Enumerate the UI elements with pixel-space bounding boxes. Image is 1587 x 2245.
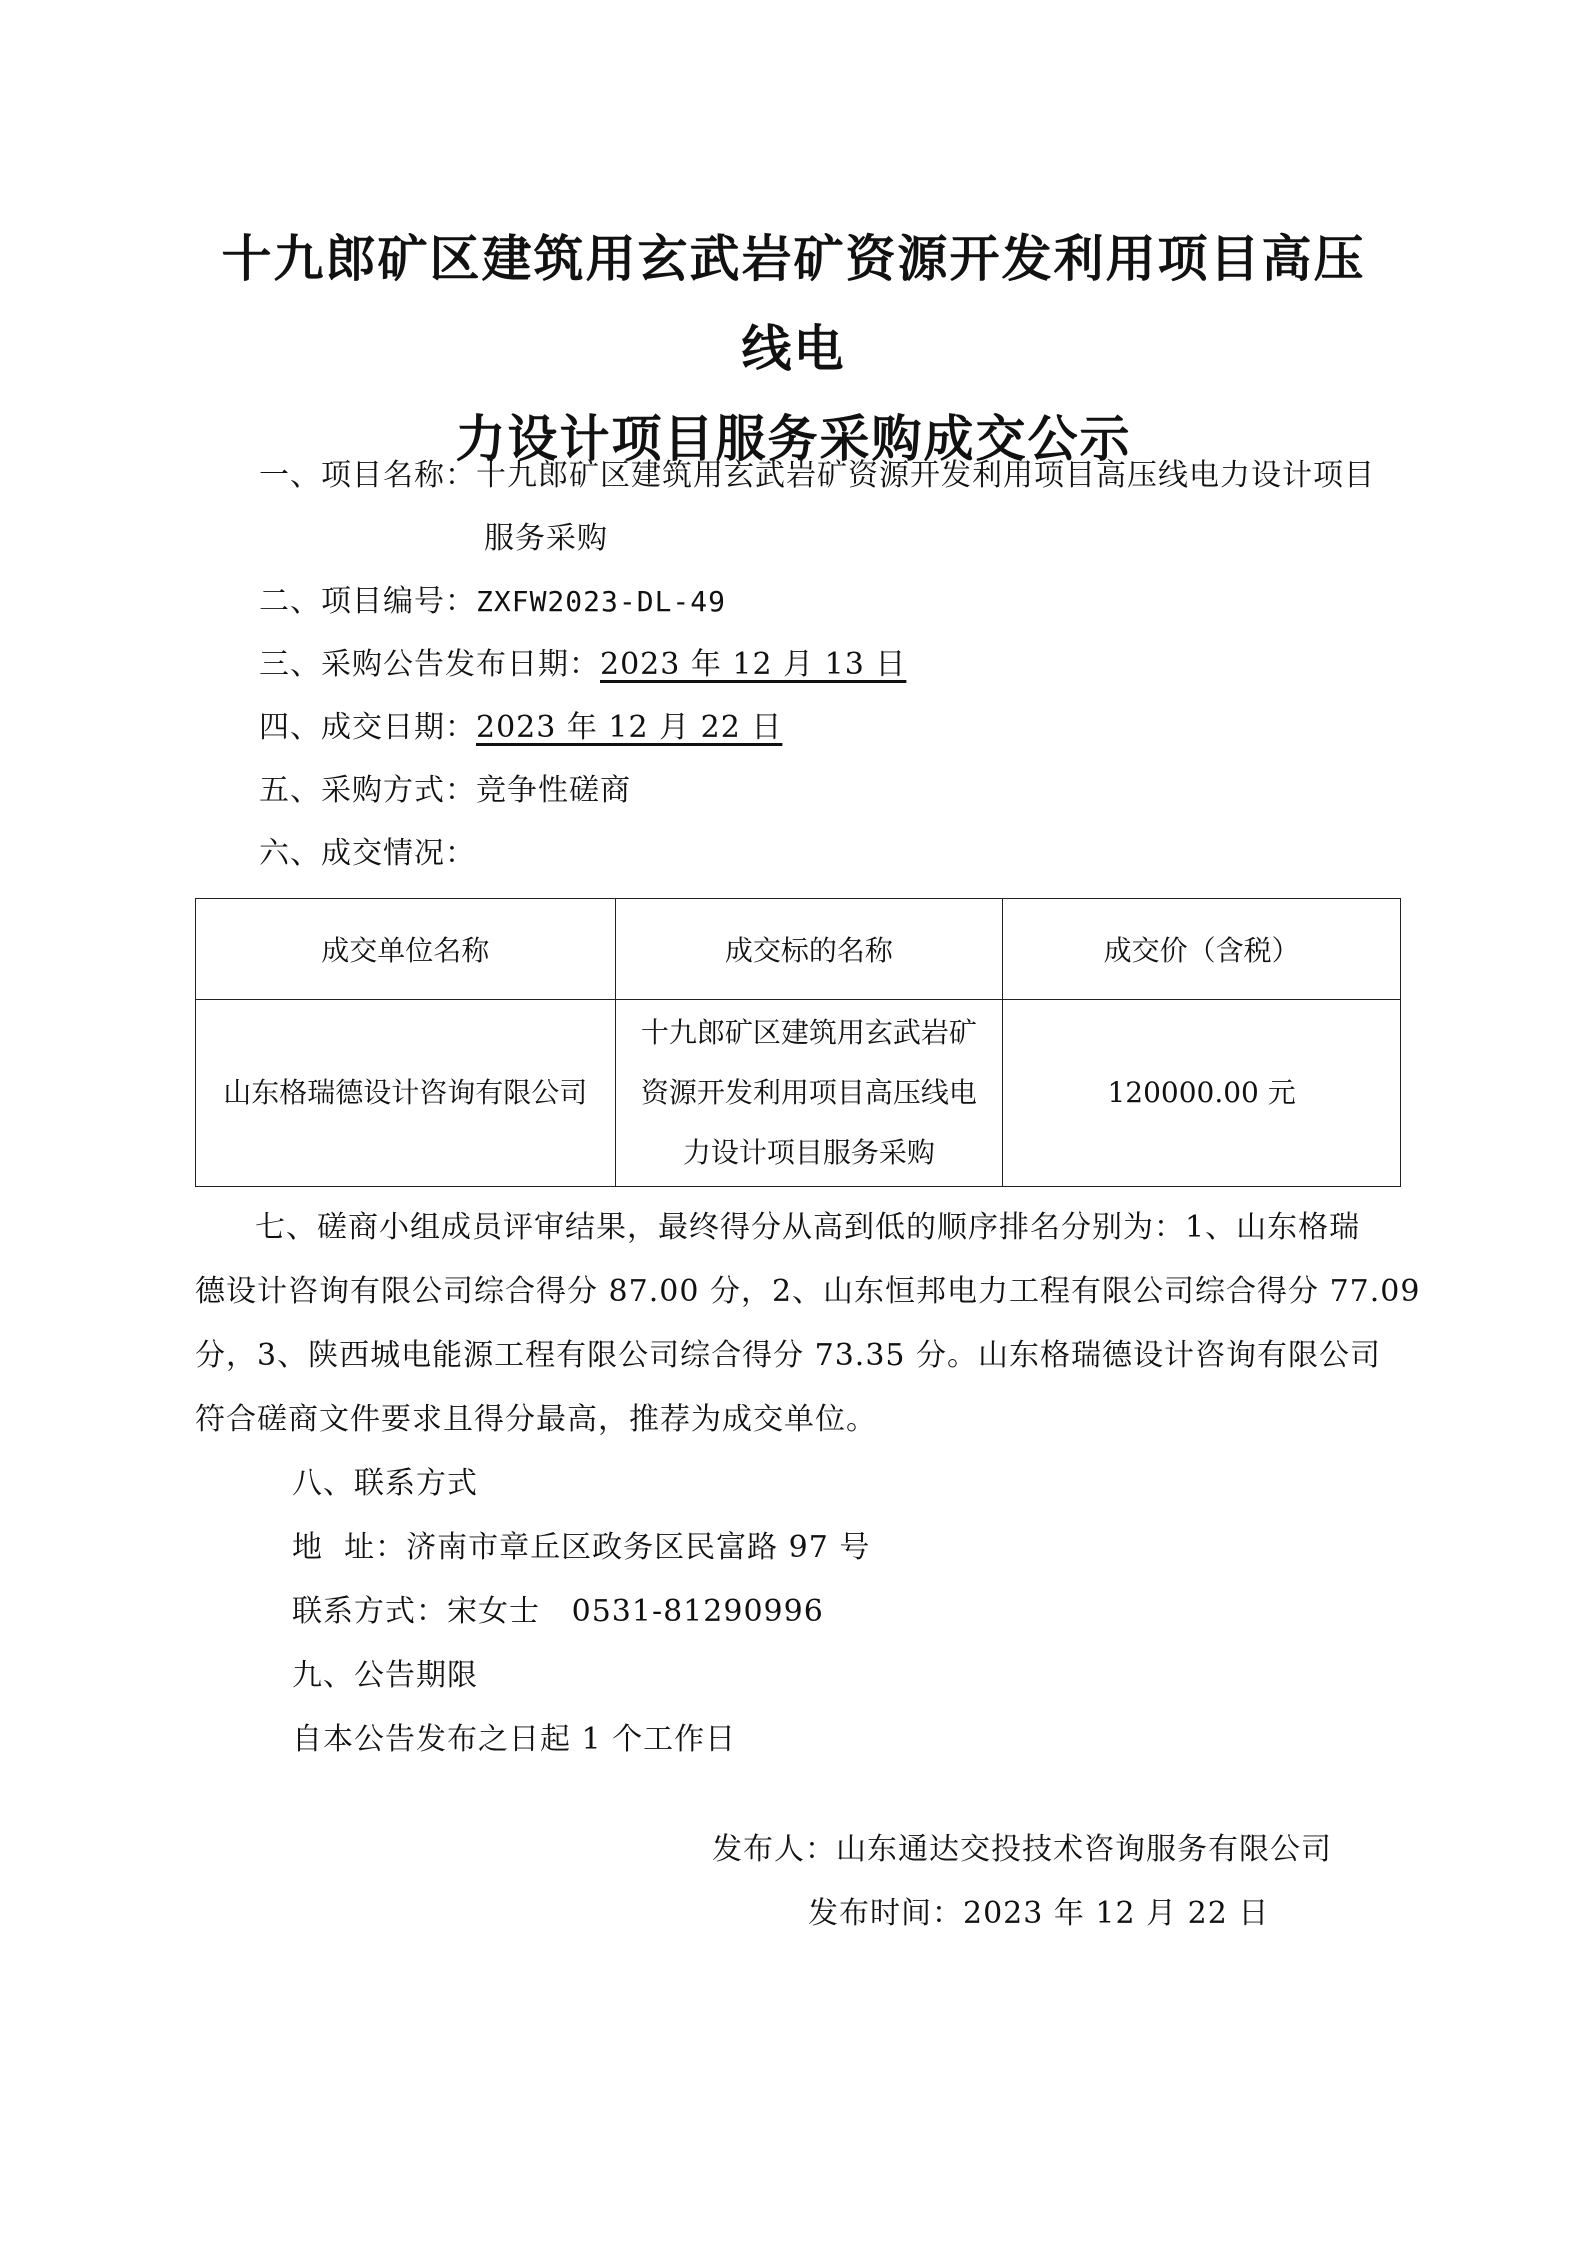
subject-line-1: 十九郎矿区建筑用玄武岩矿 — [640, 1016, 977, 1049]
header-company: 成交单位名称 — [196, 899, 616, 1000]
review-line-1: 七、磋商小组成员评审结果，最终得分从高到低的顺序排名分别为：1、山东格瑞 — [255, 1210, 1361, 1245]
project-name-value: 十九郎矿区建筑用玄武岩矿资源开发利用项目高压线电力设计项目 — [476, 458, 1375, 493]
contact-heading: 八、联系方式 — [292, 1466, 478, 1501]
deal-info-label: 六、成交情况： — [259, 836, 476, 871]
project-number-line — [259, 582, 726, 622]
period-heading: 九、公告期限 — [292, 1658, 478, 1693]
publish-date: 发布时间：2023 年 12 月 22 日 — [808, 1896, 1270, 1931]
contact-address: 地 址：济南市章丘区政务区民富路 97 号 — [292, 1530, 871, 1565]
announce-date-line — [259, 645, 906, 685]
title-line-2: 力设计项目服务采购成交公示 — [455, 410, 1132, 468]
project-number-value: ZXFW2023-DL-49 — [476, 585, 727, 618]
cell-company: 山东格瑞德设计咨询有限公司 — [196, 1000, 616, 1187]
subject-line-3: 力设计项目服务采购 — [682, 1136, 935, 1169]
cell-price: 120000.00 元 — [1003, 1000, 1401, 1187]
publisher: 发布人：山东通达交投技术咨询服务有限公司 — [712, 1832, 1332, 1867]
header-price: 成交价（含税） — [1003, 899, 1401, 1000]
title-line-1: 十九郎矿区建筑用玄武岩矿资源开发利用项目高压线电 — [221, 230, 1366, 378]
deal-date-value: 2023 年 12 月 22 日 — [476, 710, 783, 745]
review-line-4: 符合磋商文件要求且得分最高，推荐为成交单位。 — [195, 1402, 877, 1437]
header-subject: 成交标的名称 — [615, 899, 1003, 1000]
subject-line-2: 资源开发利用项目高压线电 — [640, 1076, 977, 1109]
project-name-continued: 服务采购 — [484, 521, 608, 556]
announce-date-value: 2023 年 12 月 13 日 — [600, 647, 907, 682]
contact-person: 联系方式：宋女士 0531-81290996 — [292, 1594, 824, 1629]
table-row — [196, 1000, 1401, 1187]
announce-date-label: 三、采购公告发布日期： — [259, 647, 600, 682]
deal-result-table — [195, 898, 1401, 1187]
project-number-label: 二、项目编号： — [259, 584, 476, 619]
project-name-line — [259, 456, 1375, 496]
review-line-3: 分，3、陕西城电能源工程有限公司综合得分 73.35 分。山东格瑞德设计咨询有限公司 — [195, 1338, 1382, 1373]
table-header-row — [196, 899, 1401, 1000]
deal-date-line — [259, 708, 782, 748]
review-line-2: 德设计咨询有限公司综合得分 87.00 分，2、山东恒邦电力工程有限公司综合得分 77.09 — [195, 1274, 1421, 1309]
method-value: 竞争性磋商 — [476, 773, 631, 808]
cell-subject — [615, 1000, 1003, 1187]
project-name-label: 一、项目名称： — [259, 458, 476, 493]
period-text: 自本公告发布之日起 1 个工作日 — [292, 1722, 737, 1757]
document-title — [200, 214, 1387, 484]
method-line — [259, 771, 631, 811]
deal-date-label: 四、成交日期： — [259, 710, 476, 745]
method-label: 五、采购方式： — [259, 773, 476, 808]
